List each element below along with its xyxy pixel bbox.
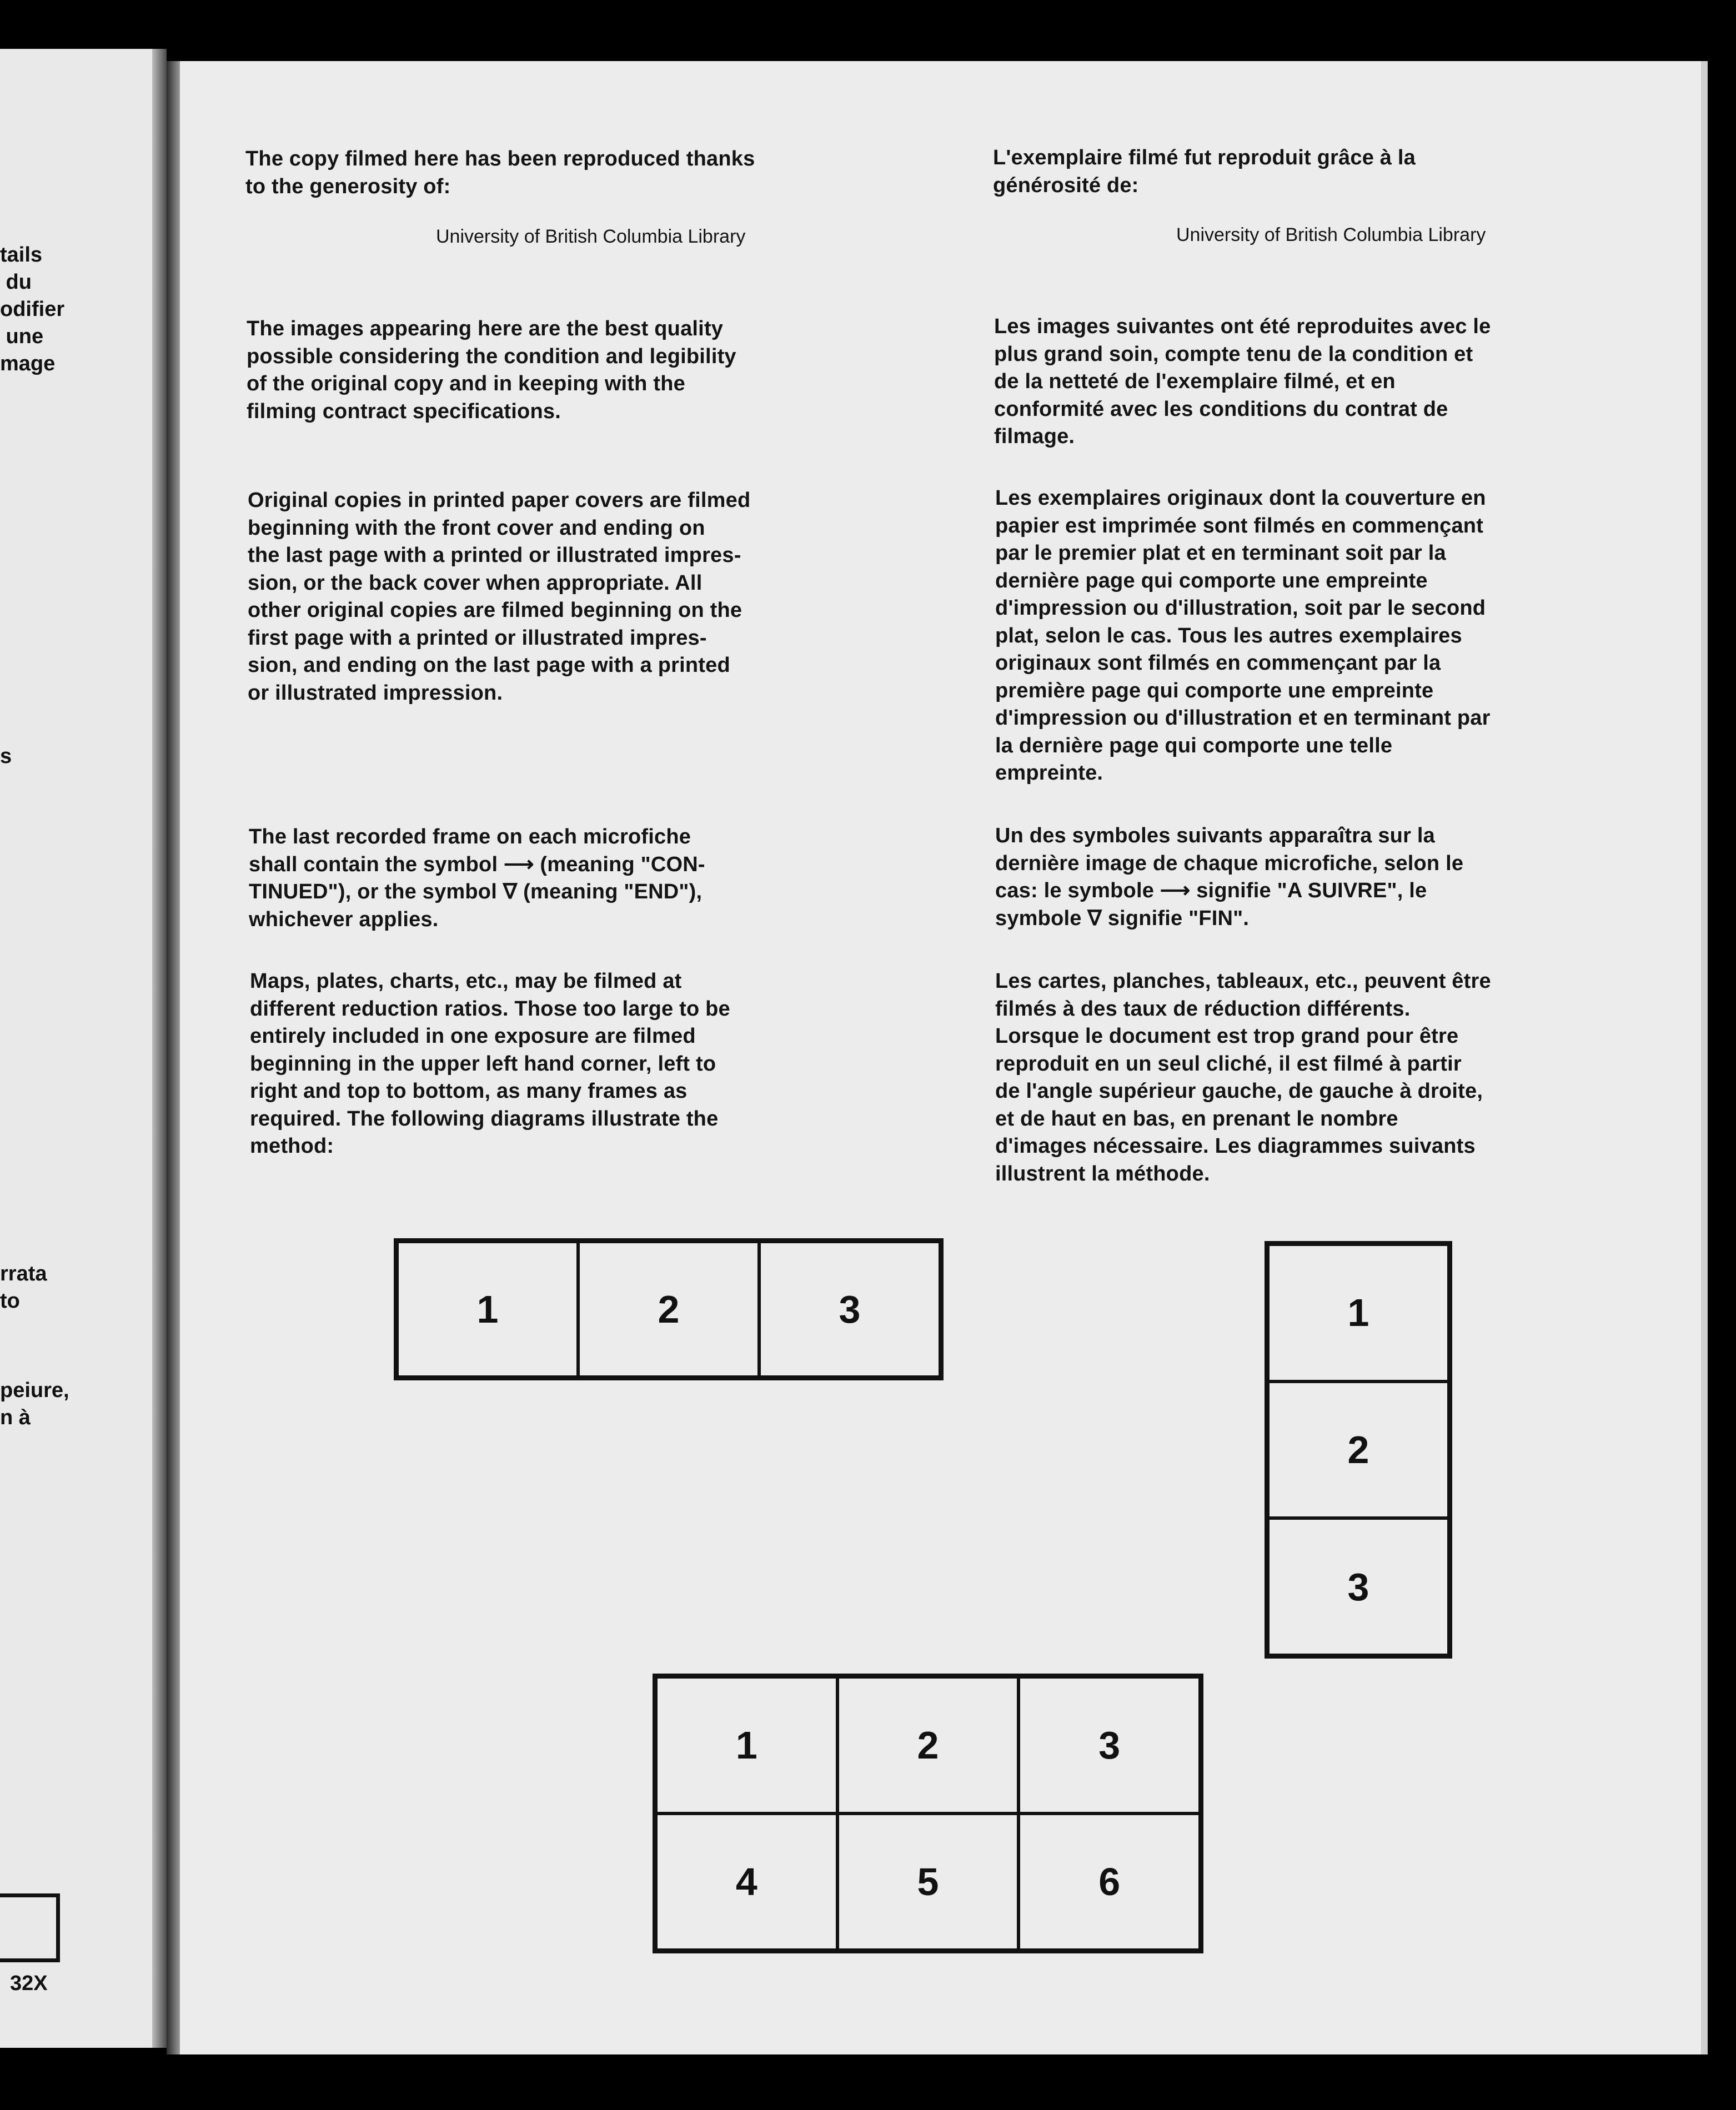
english-originals-paragraph — [248, 487, 914, 707]
french-symbols-paragraph — [995, 822, 1689, 932]
english-credit-intro — [245, 145, 912, 200]
paragraph: Les cartes, planches, tableaux, etc., peuvent être filmés à des taux de réduction différents. Lorsque le document est trop grand pour être reproduit en un seul cliché, il est filmé à partir de l'angle supérieur gauche, de gauche à droite, et de haut en bas, en prenant le nombre d'images nécessaire. Les diagrammes suivants illustrent la méthode. — [995, 969, 1491, 1185]
previous-page-fragment — [0, 49, 167, 2048]
fragment-line: mage — [0, 352, 56, 375]
french-credit-intro — [993, 144, 1687, 199]
paragraph: The copy filmed here has been reproduced thanks to the generosity of: — [245, 147, 755, 198]
french-maps-paragraph — [995, 968, 1689, 1188]
paragraph: Les exemplaires originaux dont la couverture en papier est imprimée sont filmés en commençant par le premier plat et en terminant soit par la dernière page qui comporte une empreinte d'impression ou d'illustration, soit par le second plat, selon le cas. Tous les autres exemplaires originaux sont filmés en commençant par la première page qui comporte une empreinte d'impression ou d'illustration et en terminant par la dernière page qui comporte une telle empreinte. — [995, 486, 1491, 785]
frame-cell: 3 — [1018, 1677, 1200, 1813]
paragraph: The last recorded frame on each microfiche shall contain the symbol ⟶ (meaning "CON- TINUED"), or the symbol ∇ (meaning "END"), whichever applies. — [249, 825, 705, 931]
paragraph: L'exemplaire filmé fut reproduit grâce à la générosité de: — [993, 146, 1416, 197]
english-symbols-paragraph — [249, 823, 915, 933]
reduction-square — [0, 1893, 60, 1962]
horizontal-frame-diagram — [394, 1238, 944, 1380]
frame-cell: 5 — [837, 1813, 1019, 1950]
fragment-line: to — [0, 1289, 20, 1313]
reduction-label: 32X — [10, 1972, 48, 1995]
page-spine-shadow — [167, 61, 180, 2054]
frame-cell: 6 — [1018, 1813, 1200, 1950]
fragment-line: n à — [0, 1406, 31, 1429]
fragment-line: tails — [0, 243, 43, 267]
frame-cell: 1 — [656, 1677, 837, 1813]
fragment-line: peiure, — [0, 1379, 69, 1402]
page-fold-shadow — [152, 49, 167, 2048]
fragment-line: rrata — [0, 1262, 47, 1285]
grid-frame-diagram — [653, 1674, 1203, 1953]
paragraph: Original copies in printed paper covers are filmed beginning with the front cover and ending on the last page with a printed or illustrated impres- sion, or the back cover when appropriate. All other original copies are filmed beginning on the first page with a printed or illustrated impres- sion, and ending on the last page with a printed or illustrated impression. — [248, 489, 751, 705]
english-maps-paragraph — [250, 968, 916, 1160]
fragment-line: odifier — [0, 298, 65, 321]
english-quality-paragraph — [247, 315, 913, 425]
frame-cell: 3 — [759, 1242, 940, 1377]
main-page — [167, 61, 1708, 2054]
french-library-name: University of British Columbia Library — [1176, 224, 1486, 245]
english-library-name: University of British Columbia Library — [436, 226, 746, 247]
page-edge — [1701, 61, 1708, 2054]
paragraph: Un des symboles suivants apparaîtra sur la dernière image de chaque microfiche, selon le cas: le symbole ⟶ signifie "A SUIVRE", le symbole ∇ signifie "FIN". — [995, 824, 1464, 930]
paragraph: Les images suivantes ont été reproduites avec le plus grand soin, compte tenu de la condition et de la netteté de l'exemplaire filmé, et en conformité avec les conditions du contrat de filmage. — [994, 315, 1491, 448]
frame-cell: 2 — [578, 1242, 759, 1377]
paragraph: The images appearing here are the best quality possible considering the condition and legibility of the original copy and in keeping with the filming contract specifications. — [247, 317, 736, 423]
frame-cell: 3 — [1268, 1518, 1449, 1655]
fragment-line: s — [0, 745, 12, 768]
paragraph: Maps, plates, charts, etc., may be filmed at different reduction ratios. Those too large to be entirely included in one exposure are filmed beginning in the upper left hand corner, left to right and top to bottom, as many frames as required. The following diagrams illustrate the method: — [250, 969, 730, 1158]
frame-cell: 4 — [656, 1813, 837, 1950]
french-quality-paragraph — [994, 313, 1688, 451]
frame-cell: 2 — [1268, 1381, 1449, 1519]
frame-cell: 1 — [1268, 1244, 1449, 1381]
french-originals-paragraph — [995, 485, 1689, 787]
fragment-line: du — [0, 270, 32, 294]
frame-cell: 1 — [397, 1242, 578, 1377]
vertical-frame-diagram — [1265, 1241, 1452, 1659]
frame-cell: 2 — [837, 1677, 1019, 1813]
fragment-line: une — [0, 325, 44, 348]
